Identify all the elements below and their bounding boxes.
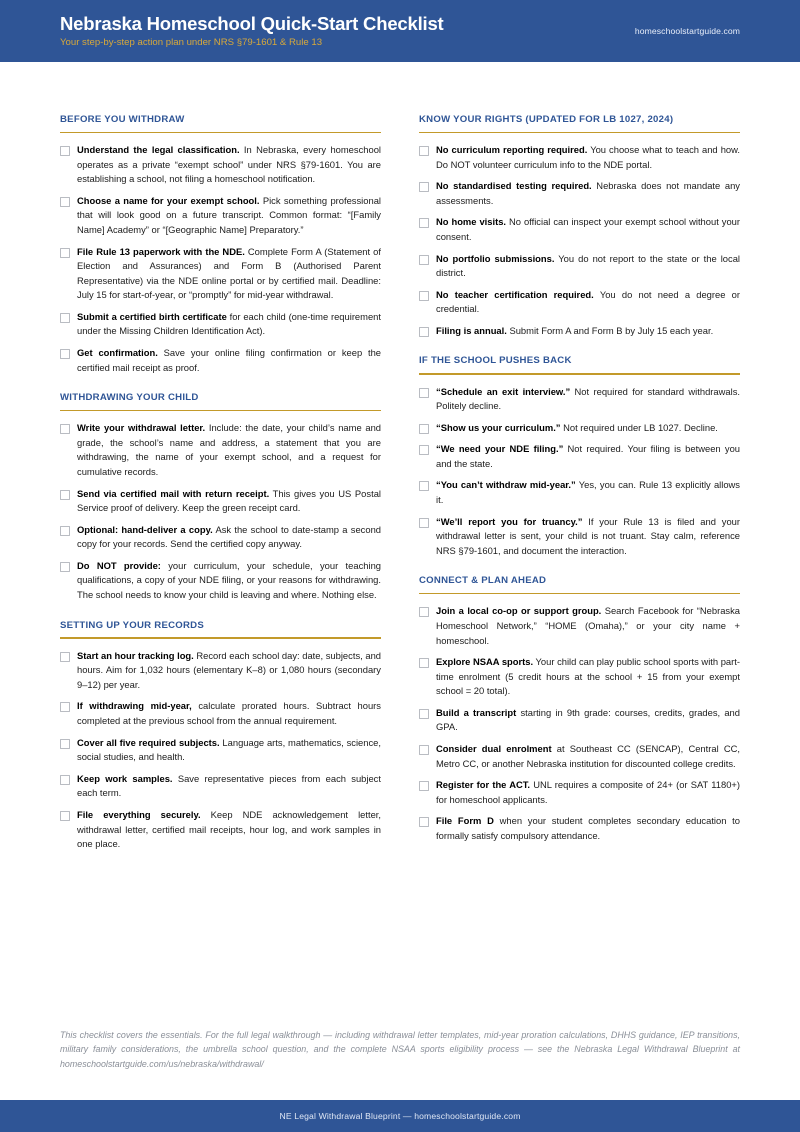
checklist-item-text	[77, 736, 381, 765]
checklist-item[interactable]	[60, 245, 381, 303]
checklist-item-body: This gives you US Postal Service proof of delivery. Keep the green receipt card.	[77, 487, 381, 514]
checklist-item-body: when your student completes secondary education to formally satisfy compulsory attendance.	[436, 815, 741, 841]
checklist-item[interactable]	[60, 310, 381, 339]
checklist-item-body: for each child (one-time requirement under the Missing Children Identification Act).	[77, 310, 381, 337]
checklist-item[interactable]	[60, 487, 381, 516]
checklist-item-text	[77, 772, 381, 801]
checklist-item[interactable]	[419, 442, 740, 471]
checkbox-icon[interactable]	[60, 490, 70, 500]
section-heading: BEFORE YOU WITHDRAW	[60, 114, 185, 125]
checklist-item-text	[77, 310, 381, 339]
page-subtitle: Your step-by-step action plan under NRS §79-1601 & Rule 13	[60, 37, 323, 49]
checklist-item[interactable]	[60, 649, 381, 693]
checkbox-icon[interactable]	[60, 652, 70, 662]
checklist-item-body: Yes, you can. Rule 13 explicitly allows it.	[436, 479, 740, 506]
checklist-item[interactable]	[60, 808, 381, 852]
checklist-item-lead: Start an hour tracking log.	[77, 649, 194, 661]
checkbox-icon[interactable]	[60, 811, 70, 821]
checklist-item-text	[77, 143, 381, 187]
checklist-item-text	[77, 194, 381, 238]
checklist-item[interactable]	[419, 604, 740, 648]
checklist-item[interactable]	[60, 346, 381, 375]
checklist-item[interactable]	[419, 706, 740, 735]
section-heading: CONNECT & PLAN AHEAD	[419, 575, 547, 587]
checklist-item-lead: Consider dual enrolment	[436, 743, 552, 755]
checklist-item-lead: Send via certified mail with return receipt.	[77, 487, 270, 499]
checklist-item-body: starting in 9th grade: courses, credits, grades, and GPA.	[436, 706, 740, 733]
checklist-item-text	[77, 808, 381, 852]
checklist-item-text	[436, 252, 740, 281]
checklist-item[interactable]	[419, 778, 740, 807]
checklist-item-lead: Optional: hand-deliver a copy.	[77, 523, 213, 535]
checklist-item-text	[77, 523, 381, 552]
checkbox-icon[interactable]	[419, 255, 429, 265]
checklist-item[interactable]	[60, 559, 381, 603]
checklist-item-body: Ask the school to date-stamp a second copy for your records. Send the certified copy anyway.	[77, 523, 381, 550]
checklist-section	[419, 114, 740, 338]
checklist-item-text	[436, 288, 740, 317]
checklist-item[interactable]	[419, 324, 740, 339]
checklist-item-lead: Register for the ACT.	[436, 779, 531, 791]
checklist-item-lead: “We need your NDE filing.”	[436, 443, 564, 455]
checklist-item-lead: File everything securely.	[77, 808, 201, 820]
checklist-item-body: calculate prorated hours. Subtract hours completed at the previous school from the annual requirement.	[77, 700, 381, 727]
checklist-item[interactable]	[419, 515, 740, 559]
checkbox-icon[interactable]	[419, 146, 429, 156]
section-divider	[419, 132, 740, 134]
checklist-item-body: Search Facebook for “Nebraska Homeschool Network,” “HOME (Omaha),” or your city name + homeschool.	[436, 605, 740, 646]
checklist-item-lead: Choose a name for your exempt school.	[77, 194, 260, 206]
checklist-item[interactable]	[60, 736, 381, 765]
checkbox-icon[interactable]	[419, 607, 429, 617]
checklist-item-lead: Keep work samples.	[77, 772, 173, 784]
two-column-layout	[60, 114, 740, 869]
checklist-section	[60, 620, 381, 852]
checklist-item-lead: Build a transcript	[436, 706, 517, 718]
document-header	[0, 0, 800, 62]
checklist-item-lead: Cover all five required subjects.	[77, 736, 220, 748]
checklist-item-body: If your Rule 13 is filed and your withdrawal letter is sent, your child is not truant. Stay calm, reference NRS §79-1601, and document the interaction.	[436, 515, 740, 556]
checklist-item-body: Save your online filing confirmation or keep the certified mail receipt as proof.	[77, 347, 382, 373]
checkbox-icon[interactable]	[419, 817, 429, 827]
checklist-item-body: Not required. Your filing is between you and the state.	[436, 443, 740, 469]
section-divider	[60, 410, 381, 412]
checklist-item-body: your curriculum, your schedule, your teaching qualifications, a copy of your NDE filing, or your reasons for withdrawing. The school needs to know your child is leaving and where. Nothing else.	[77, 559, 381, 601]
checkbox-icon[interactable]	[419, 481, 429, 491]
checklist-section	[419, 355, 740, 558]
section-divider	[419, 373, 740, 375]
checkbox-icon[interactable]	[419, 518, 429, 528]
checklist-item[interactable]	[60, 523, 381, 552]
section-heading: SETTING UP YOUR RECORDS	[60, 619, 204, 631]
checklist-item[interactable]	[60, 194, 381, 238]
checkbox-icon[interactable]	[60, 526, 70, 536]
checkbox-icon[interactable]	[419, 781, 429, 791]
checklist-item-lead: Write your withdrawal letter.	[77, 422, 206, 434]
checklist-item-lead: File Rule 13 paperwork with the NDE.	[77, 245, 245, 257]
checklist-item[interactable]	[60, 772, 381, 801]
checkbox-icon[interactable]	[60, 248, 70, 258]
checklist-item-lead: Filing is annual.	[436, 324, 507, 336]
checkbox-icon[interactable]	[419, 658, 429, 668]
section-divider	[419, 593, 740, 595]
checklist-item-text	[436, 655, 740, 699]
checklist-section	[60, 392, 381, 602]
checklist-item-text	[436, 814, 740, 843]
checklist-item-text	[436, 215, 740, 244]
checklist-section	[419, 575, 740, 843]
header-title-group	[60, 13, 444, 49]
checklist-item-text	[436, 179, 740, 208]
checklist-item-body: Record each school day: date, subjects, and hours. Aim for 1,032 hours (elementary K–8) or 1,080 hours (secondary 9–12) per year.	[77, 649, 381, 690]
page-body	[0, 62, 800, 869]
checkbox-icon[interactable]	[419, 424, 429, 434]
checklist-item-text	[77, 346, 381, 375]
right-column	[419, 114, 740, 861]
checklist-item-text	[436, 143, 740, 172]
checklist-section	[60, 114, 381, 375]
checklist-item-body: UNL requires a composite of 24+ (or SAT 1180+) for homeschool applicants.	[436, 779, 740, 805]
checklist-item-body: Not required under LB 1027. Decline.	[560, 421, 718, 433]
checkbox-icon[interactable]	[60, 702, 70, 712]
checklist-item-lead: No home visits.	[436, 216, 507, 228]
checklist-item-text	[436, 778, 740, 807]
checkbox-icon[interactable]	[60, 562, 70, 572]
checkbox-icon[interactable]	[60, 313, 70, 323]
checklist-item-body: No official can inspect your exempt school without your consent.	[436, 216, 741, 242]
checklist-item-lead: No standardised testing required.	[436, 180, 592, 192]
checkbox-icon[interactable]	[60, 146, 70, 156]
checklist-item-text	[436, 324, 740, 339]
header-site-url: homeschoolstartguide.com	[634, 26, 740, 36]
checklist-item-body: Language arts, mathematics, science, social studies, and health.	[77, 736, 381, 763]
checkbox-icon[interactable]	[419, 709, 429, 719]
footer-bar	[0, 1100, 800, 1132]
checkbox-icon[interactable]	[419, 388, 429, 398]
checklist-item-lead: Join a local co-op or support group.	[436, 605, 602, 617]
checklist-item-text	[77, 649, 381, 693]
checklist-item-text	[77, 487, 381, 516]
page-title: Nebraska Homeschool Quick-Start Checklist	[60, 13, 444, 35]
checklist-item-text	[436, 742, 740, 771]
checkbox-icon[interactable]	[419, 445, 429, 455]
checklist-item-lead: Explore NSAA sports.	[436, 656, 534, 668]
checklist-item[interactable]	[419, 288, 740, 317]
checklist-item-lead: Submit a certified birth certificate	[77, 310, 227, 322]
checkbox-icon[interactable]	[419, 745, 429, 755]
checklist-item[interactable]	[419, 478, 740, 507]
checkbox-icon[interactable]	[60, 739, 70, 749]
checklist-item-lead: “Show us your curriculum.”	[436, 421, 561, 433]
checklist-item-text	[77, 245, 381, 303]
checklist-item-text	[436, 421, 740, 436]
checklist-item-text	[436, 385, 740, 414]
checklist-item-text	[436, 442, 740, 471]
checkbox-icon[interactable]	[419, 182, 429, 192]
checklist-item-lead: No curriculum reporting required.	[436, 144, 588, 156]
checklist-item-text	[436, 515, 740, 559]
section-heading: WITHDRAWING YOUR CHILD	[60, 392, 199, 404]
checkbox-icon[interactable]	[60, 775, 70, 785]
footer-bar-label: NE Legal Withdrawal Blueprint — homeschoolstartguide.com	[279, 1111, 521, 1121]
checklist-item[interactable]	[419, 179, 740, 208]
checklist-item-body: Keep NDE acknowledgement letter, withdrawal letter, certified mail receipts, hour log, and work samples in one place.	[77, 808, 381, 850]
checklist-item-body: Save representative pieces from each subject each term.	[77, 772, 381, 799]
checklist-item[interactable]	[60, 699, 381, 728]
checklist-item[interactable]	[419, 143, 740, 172]
checklist-item-body: Complete Form A (Statement of Election and Assurances) and Form B (Authorised Parent Representative) via the NDE online portal or by certified mail. Deadline: July 15 for start-of-year, or “promptly” for mid-year withdrawal.	[77, 245, 381, 301]
checklist-item[interactable]	[419, 421, 740, 436]
checklist-item-lead: If withdrawing mid-year,	[77, 700, 192, 712]
checklist-item-body: Submit Form A and Form B by July 15 each year.	[506, 324, 714, 336]
checklist-item-lead: File Form D	[436, 815, 494, 827]
checklist-item-lead: “You can’t withdraw mid-year.”	[436, 479, 576, 491]
checklist-item-body: You do not report to the state or the local district.	[436, 252, 740, 279]
checklist-item-text	[436, 478, 740, 507]
section-divider	[60, 132, 381, 134]
checkbox-icon[interactable]	[419, 218, 429, 228]
section-heading: KNOW YOUR RIGHTS (UPDATED FOR LB 1027, 2024)	[419, 114, 674, 125]
checklist-item-lead: “We’ll report you for truancy.”	[436, 515, 583, 527]
checklist-item[interactable]	[419, 215, 740, 244]
checklist-item[interactable]	[60, 143, 381, 187]
section-heading: IF THE SCHOOL PUSHES BACK	[419, 355, 572, 367]
checklist-item-text	[77, 421, 381, 479]
checklist-item[interactable]	[419, 252, 740, 281]
checklist-item-text	[77, 699, 381, 728]
checkbox-icon[interactable]	[60, 424, 70, 434]
checklist-item-text	[436, 604, 740, 648]
checkbox-icon[interactable]	[419, 327, 429, 337]
checklist-item-body: Pick something professional that will look good on a future transcript. Common format: “[Family Name] Academy” or “[Geographic Name] Preparatory.”	[77, 194, 381, 235]
checklist-item-body: Not required for standard withdrawals. Politely decline.	[436, 385, 740, 412]
checklist-item[interactable]	[419, 385, 740, 414]
checklist-item[interactable]	[60, 421, 381, 479]
checklist-item-body: In Nebraska, every homeschool operates as a private “exempt school” under NRS §79-1601. You are establishing a school, not filing a homeschool notification.	[77, 144, 381, 185]
checkbox-icon[interactable]	[419, 291, 429, 301]
checklist-item-body: Nebraska does not mandate any assessments.	[436, 180, 740, 206]
checklist-item-body: Your child can play public school sports with part-time enrolment (5 credit hours at the school + 15 from your exempt school = 20 total).	[436, 656, 740, 697]
section-divider	[60, 637, 381, 639]
checklist-item[interactable]	[419, 655, 740, 699]
checklist-item-text	[77, 559, 381, 603]
checklist-item-lead: No portfolio submissions.	[436, 252, 555, 264]
checklist-item-body: Include: the date, your child’s name and grade, the school’s name and address, a statement that you are withdrawing, the name of your exempt school, and a request for cumulative records.	[77, 422, 381, 478]
checklist-item-lead: Understand the legal classification.	[77, 144, 240, 156]
checklist-item[interactable]	[419, 742, 740, 771]
checklist-item-body: You do not need a degree or credential.	[436, 288, 740, 315]
left-column	[60, 114, 381, 869]
checklist-item-lead: Do NOT provide:	[77, 559, 161, 571]
checklist-item-body: at Southeast CC (SENCAP), Central CC, Metro CC, or another Nebraska institution for discounted college credits.	[436, 743, 740, 769]
checkbox-icon[interactable]	[60, 197, 70, 207]
footer-note: This checklist covers the essentials. For the full legal walkthrough — including withdrawal letter templates, mid-year proration calculations, DHHS guidance, IEP transitions, military family considerations, the umbrella school question, and the complete NSAA sports eligibility process — see the Nebraska Legal Withdrawal Blueprint at homeschoolstartguide.com/us/nebraska/withdrawal/	[60, 1030, 740, 1069]
checklist-item[interactable]	[419, 814, 740, 843]
checklist-item-lead: “Schedule an exit interview.”	[436, 385, 571, 397]
checklist-item-body: You choose what to teach and how. Do NOT volunteer curriculum info to the NDE portal.	[436, 144, 740, 170]
checkbox-icon[interactable]	[60, 349, 70, 359]
checklist-item-text	[436, 706, 740, 735]
checklist-item-lead: No teacher certification required.	[436, 288, 594, 300]
checklist-item-lead: Get confirmation.	[77, 347, 158, 359]
